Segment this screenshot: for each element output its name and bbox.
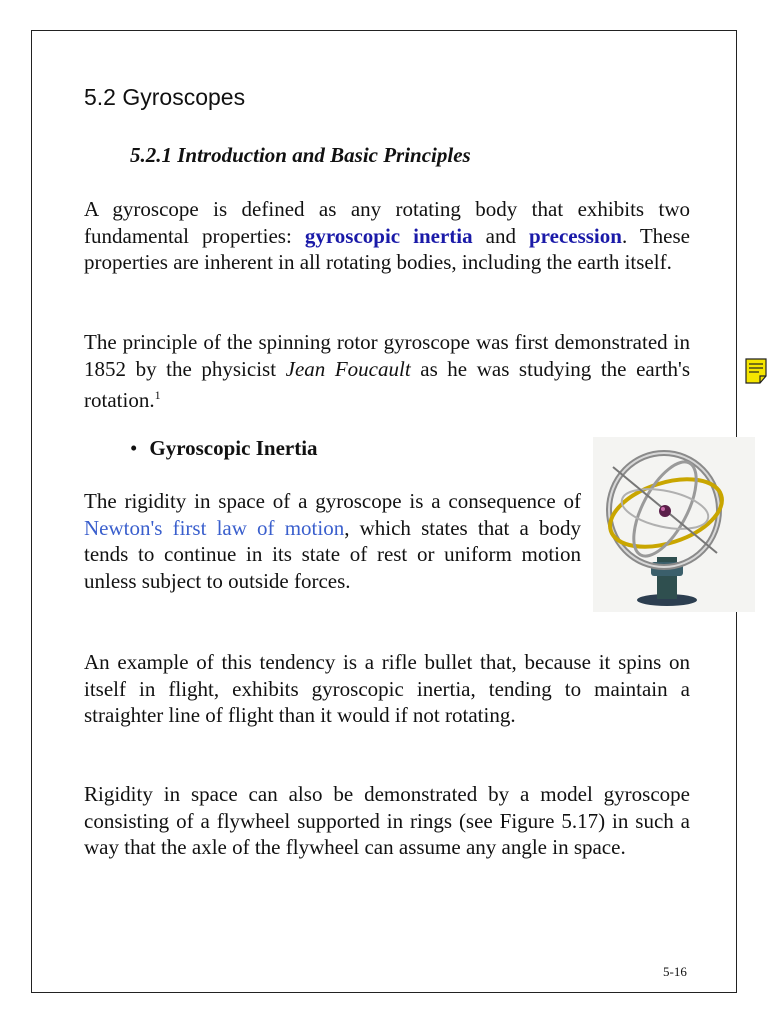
subsection-title: 5.2.1 Introduction and Basic Principles xyxy=(130,143,471,167)
foucault-name: Jean Foucault xyxy=(285,356,411,381)
newtons-law-link[interactable]: Newton's first law of motion xyxy=(84,515,345,540)
page-number: 5-16 xyxy=(663,964,687,979)
rifle-bullet-paragraph: An example of this tendency is a rifle bullet that, because it spins on itself in flight, exhibits gyroscopic inertia, tending to maintain a straighter line of flight than it would if not rotating. xyxy=(84,650,690,727)
intro-paragraph xyxy=(84,196,690,276)
foucault-paragraph xyxy=(84,329,690,414)
bullet-dot: • xyxy=(130,436,138,460)
sticky-note-icon[interactable] xyxy=(745,358,767,384)
foucault-text-1: The principle of the spinning rotor gyroscope was first demonstrated in 1852 by the physicist xyxy=(84,330,690,381)
model-gyroscope-paragraph: Rigidity in space can also be demonstrated by a model gyroscope consisting of a flywheel supported in rings (see Figure 5.17) in such a way that the axle of the flywheel can assume any angle in space. xyxy=(84,782,690,859)
gyroscope-image xyxy=(593,437,755,612)
precession-link[interactable]: precession xyxy=(529,223,622,248)
rigidity-paragraph xyxy=(84,488,581,594)
section-title: 5.2 Gyroscopes xyxy=(84,84,246,110)
foucault-text-2: as he was studying the earth's rotation. xyxy=(84,356,691,412)
rigidity-text-1: The rigidity in space of a gyroscope is a consequence of xyxy=(84,489,581,513)
gyroscopic-inertia-link[interactable]: gyroscopic inertia xyxy=(304,223,473,248)
intro-text-2: and xyxy=(472,223,529,248)
intro-text-3: . These properties are inherent in all rotating bodies, including the earth itself. xyxy=(84,223,690,274)
footnote-marker[interactable]: 1 xyxy=(154,388,161,402)
bullet-label: Gyroscopic Inertia xyxy=(149,436,318,460)
intro-text-1: A gyroscope is defined as any rotating body that exhibits two fundamental properties: xyxy=(84,197,690,248)
rigidity-text-2: , which states that a body tends to continue in its state of rest or uniform motion unless subject to outside forces. xyxy=(84,515,581,593)
bullet-gyroscopic-inertia xyxy=(130,436,318,461)
